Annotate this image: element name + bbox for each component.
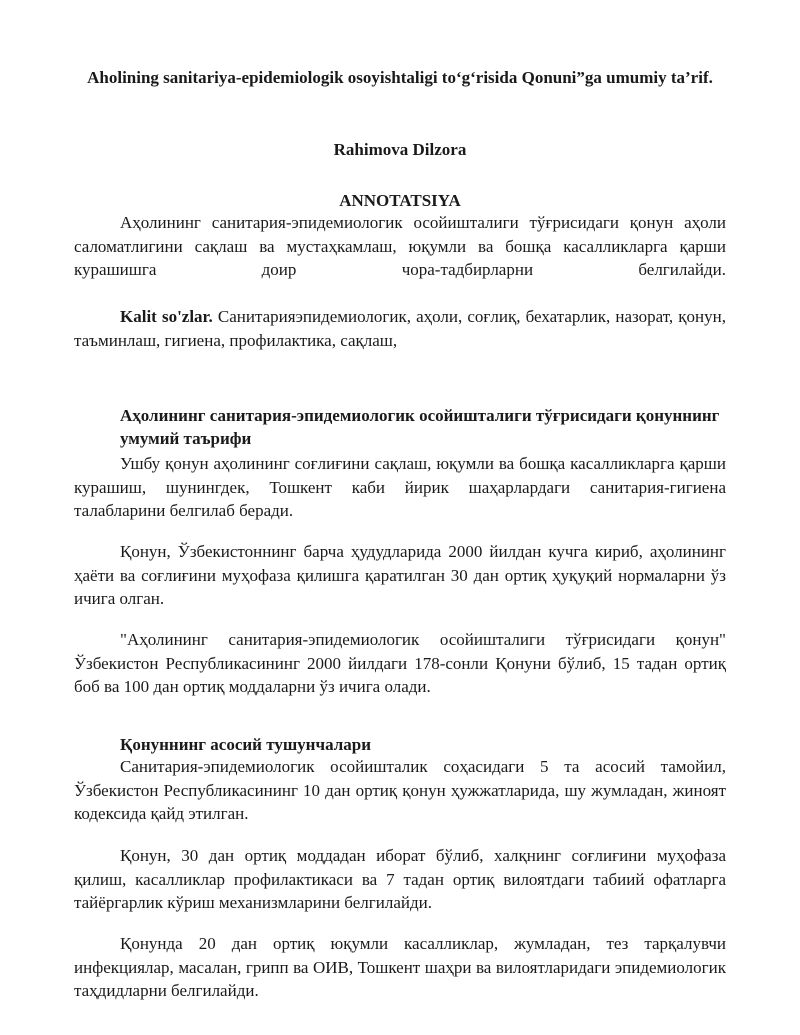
annotation-text: Аҳолининг санитария-эпидемиологик осойишталиги тўғрисидаги қонун аҳоли саломатлигини сақлаш ва мустаҳкамлаш, юқумли ва бошқа касалликларга қарши курашишга доир чора-тадбирларни белгилайди.: [74, 213, 726, 279]
document-title: Aholining sanitariya-epidemiologik osoyishtaligi to‘g‘risida Qonuni”ga umumiy ta’rif.: [87, 68, 713, 87]
keywords-text: Санитарияэпидемиологик, аҳоли, соғлиқ, бехатарлик, назорат, қонун, таъминлаш, гигиена, профилактика, сақлаш,: [74, 307, 726, 350]
section-heading-general: Аҳолининг санитария-эпидемиологик осойишталиги тўғрисидаги қонуннинг умумий таърифи: [120, 406, 720, 448]
section2-paragraph-1: Санитария-эпидемиологик осойишталик соҳасидаги 5 та асосий тамойил, Ўзбекистон Республикасининг 10 дан ортиқ қонун ҳужжатларида, шу жумладан, жиноят кодексида қайд этилган.: [74, 757, 726, 823]
section-heading-concepts: Қонуннинг асосий тушунчалари: [120, 735, 371, 754]
keywords-label: Kalit so'zlar.: [120, 307, 213, 326]
keywords-paragraph: [74, 305, 726, 352]
author-name: Rahimova Dilzora: [333, 140, 467, 159]
section1-paragraph-3: "Аҳолининг санитария-эпидемиологик осойишталиги тўғрисидаги қонун" Ўзбекистон Республикасининг 2000 йилдаги 178-сонли Қонуни бўлиб, 15 тадан ортиқ боб ва 100 дан ортиқ моддаларни ўз ичига олади.: [74, 630, 726, 696]
section2-paragraph-3: Қонунда 20 дан ортиқ юқумли касалликлар, жумладан, тез тарқалувчи инфекциялар, масалан, грипп ва ОИВ, Тошкент шаҳри ва вилоятларидаги эпидемиологик таҳдидларни белгилайди.: [74, 934, 726, 1000]
section2-paragraph-2: Қонун, 30 дан ортиқ моддадан иборат бўлиб, халқнинг соғлиғини муҳофаза қилиш, касалликлар профилактикаси ва 7 тадан ортиқ вилоятдаги табиий офатларга тайёргарлик кўриш механизмларини белгилайди.: [74, 846, 726, 912]
section1-paragraph-1: Ушбу қонун аҳолининг соғлиғини сақлаш, юқумли ва бошқа касалликларга қарши курашиш, шунингдек, Тошкент каби йирик шаҳарлардаги санитария-гигиена талабларини белгилаб беради.: [74, 454, 726, 520]
section1-paragraph-2: Қонун, Ўзбекистоннинг барча ҳудудларида 2000 йилдан кучга кириб, аҳолининг ҳаёти ва соғлиғини муҳофаза қилишга қаратилган 30 дан ортиқ ҳуқуқий нормаларни ўз ичига олган.: [74, 542, 726, 608]
annotation-heading: ANNOTATSIYA: [339, 191, 461, 210]
